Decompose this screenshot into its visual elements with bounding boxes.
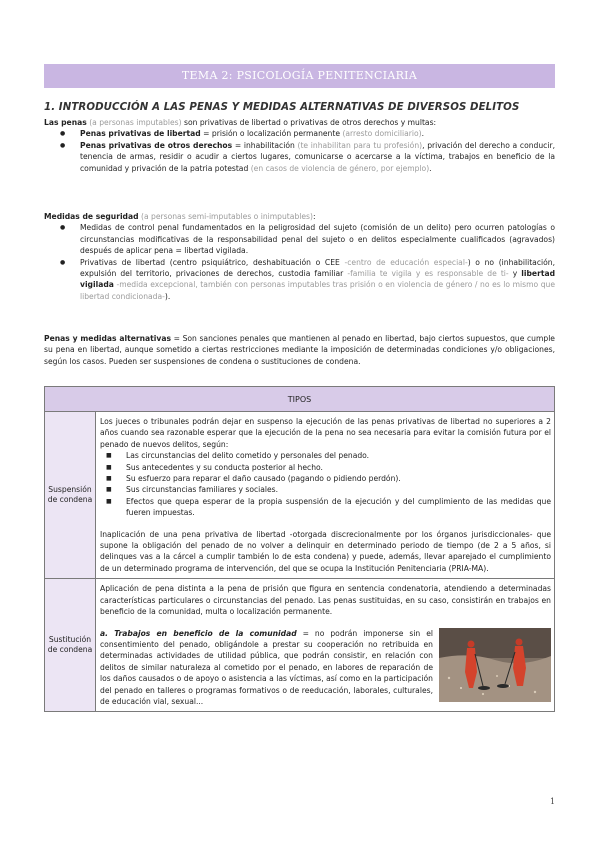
list-item [80,257,555,303]
row-label: Suspensión de condena [45,412,96,579]
trabajos-paragraph [100,628,551,708]
document-title: TEMA 2: PSICOLOGÍA PENITENCIARIA [44,64,555,88]
item-term: Penas privativas de libertad [80,129,201,139]
alternativas-term: Penas y medidas alternativas [44,334,172,343]
penas-rest: son privativas de libertad o privativas de otros derechos y multas: [183,118,437,127]
item-tail: . [421,129,425,139]
item-text: Medidas de control penal fundamentados en la peligrosidad del sujeto (comisión de un delito) pero ocurren patologías o circunstancias modificativas de la responsabilidad penal del sujeto o en delitos especialmente cualificados (agravados) después de aplicar pena = libertad vigilada. [80,223,555,256]
row-label: Sustitución de condena [45,579,96,712]
table-header-row [45,387,555,412]
table-header: TIPOS [45,387,555,412]
table-row [45,579,555,712]
list-item [80,222,555,256]
medidas-aside: (a personas semi-imputables o inimputables) [140,212,313,221]
suspension-closing: Inaplicación de una pena privativa de libertad -otorgada discrecionalmente por los órganos jurisdiccionales- que supone la obligación del penado de no volver a delinquir en determinado periodo de tiempo (de 2 a 5 años, si delinques vas a la cárcel a cumplir también lo de esta condena) y puede, además, llevar aparejado el cumplimiento de un determinado programa de intervención, del que se ocupa la Institución Penitenciaria (PRIA-MA). [100,529,551,573]
item-aside: -medida excepcional, también con personas imputables tras prisión o en violencia de género / no es lo mismo que libertad condicionada- [80,280,555,301]
item-tail: ). [164,291,171,301]
item-text: = inhabilitación [232,140,298,150]
medidas-block [44,211,555,302]
penas-intro [44,117,555,128]
item-aside: (arresto domiciliario) [342,129,422,139]
sustitucion-intro: Aplicación de pena distinta a la pena de prisión que figura en sentencia condenatoria, atendiendo a determinadas características particulares o circunstancias del penado. Las penas sustituidas, en su caso, consistirán en trabajos en beneficio de la comunidad, multa o localización permanente. [100,584,551,617]
community-work-photo-illustration [439,628,551,702]
suspension-list [100,450,551,518]
item-aside: -centro de educación especial- [344,257,468,267]
table-row [45,412,555,579]
section-heading: 1. INTRODUCCIÓN A LAS PENAS Y MEDIDAS ALTERNATIVAS DE DIVERSOS DELITOS [44,102,520,113]
item-aside: (te inhabilitan para tu profesión) [297,140,423,150]
item-term: Penas privativas de otros derechos [80,140,233,150]
item-text: y [508,269,522,279]
penas-block [44,117,555,174]
trabajos-text: = no podrán imponerse sin el consentimiento del penado, obligándole a prestar su cooperación no retribuida en determinadas actividades de utilidad pública, que podrán consistir, en relación con delitos de similar naturaleza al cometido por el penado, en labores de reparación de los daños causados o de apoyo o asistencia a las víctimas, así como en la participación del penado en talleres o programas formativos o de reeducación, laborales, culturales, de educación vial, sexual... [100,628,433,706]
list-item: ■ Sus antecedentes y su conducta posterior al hecho. [126,462,551,473]
penas-list [44,128,555,174]
list-item: ■ Sus circunstancias familiares y sociales. [126,484,551,495]
item-aside: (en casos de violencia de género, por ejemplo) [250,163,430,173]
alternativas-paragraph [44,333,555,367]
item-text: Privativas de libertad (centro psiquiátrico, deshabituación o CEE [80,257,345,267]
list-item: ■ Su esfuerzo para reparar el daño causado (pagando o pidiendo perdón). [126,473,551,484]
penas-aside: (a personas imputables) [89,118,182,127]
list-item: ■ Las circunstancias del delito cometido y personales del penado. [126,450,551,461]
item-text: ) o no (inhabilitación, expulsión del territorio, privaciones de derechos, custodia familiar [80,257,555,279]
list-item: ■ Efectos que quepa esperar de la propia suspensión de la ejecución y del cumplimiento de las medidas que fueren impuestas. [126,496,551,519]
item-tail: . [429,163,432,173]
trabajos-title: a. Trabajos en beneficio de la comunidad [100,628,297,638]
row-content [96,579,555,712]
suspension-intro: Los jueces o tribunales podrán dejar en suspenso la ejecución de las penas privativas de libertad no superiores a 2 años cuando sea razonable esperar que la ejecución de la pena no sea necesaria para evitar la comisión futura por el penado de nuevos delitos, según: [100,417,551,449]
page-number: 1 [550,797,556,806]
item-text: = prisión o localización permanente [200,129,343,139]
medidas-rest: : [312,212,316,221]
item-term: libertad vigilada [80,269,556,290]
row-content [96,412,555,579]
item-aside: -familia te vigila y es responsable de ti- [347,269,509,279]
penas-term: Las penas [44,118,87,127]
list-item [80,128,555,139]
medidas-intro [44,211,555,222]
community-work-photo [439,628,551,702]
alternativas-text: = Son sanciones penales que mantienen al penado en libertad, bajo ciertos supuestos, que cumple su pena en libertad, aunque sometido a ciertas restricciones mediante la imposición de determinadas condiciones y/o obligaciones, según los casos. Pueden ser suspensiones de condena o sustituciones de condena. [44,334,555,366]
medidas-term: Medidas de seguridad [44,212,139,221]
medidas-list [44,222,555,302]
tipos-table [44,386,555,712]
item-tail: , privación del derecho a conducir, tenencia de armas, residir o acudir a ciertos lugares, comunicarse o acercarse a la víctima, trabajos en beneficio de la comunidad y privación de la patria potestad [80,140,555,173]
list-item [80,140,555,174]
